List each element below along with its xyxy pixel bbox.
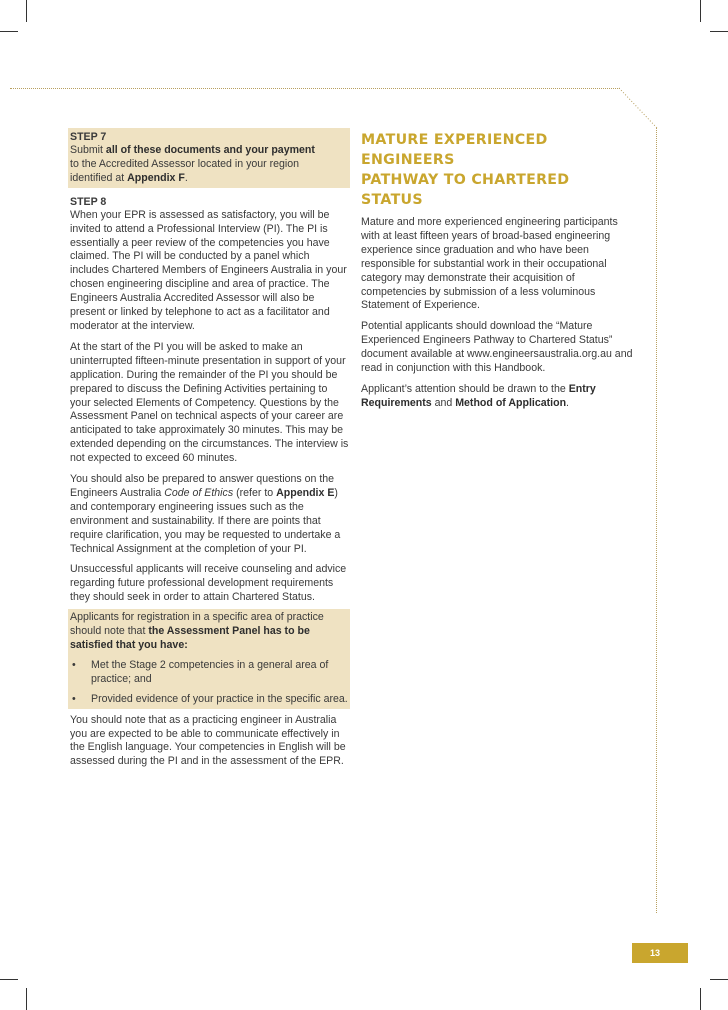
step7-text — [70, 144, 348, 186]
crop-mark — [26, 988, 27, 1010]
step8-paragraph-2: At the start of the PI you will be asked to make an uninterrupted fifteen-minute presentation in support of your application. During the remainder of the PI you should be prepared to discuss the Defining Activities pertaining to your selected Elements of Competency. Questions by the Assessment Panel on technical aspects of your career are anticipated to take approximately 30 minutes. This may be extended depending on the circumstances. The interview is not expected to exceed 60 minutes. — [70, 340, 349, 465]
crop-mark — [26, 0, 27, 22]
specific-area-intro — [70, 611, 348, 653]
crop-mark — [710, 979, 728, 980]
text-part: ) and contemporary engineering issues such as the environment and sustainability. If there are points that require clarification, you may be requested to undertake a Technical Assignment at the completion of your PI. — [70, 486, 341, 555]
frame-corner — [618, 86, 660, 130]
text-part: You should also be prepared to answer questions on the Engineers Australia — [70, 473, 335, 499]
step7-block — [68, 128, 350, 188]
bullet-icon: • — [72, 658, 76, 671]
step8-paragraph-3 — [70, 473, 350, 556]
method-of-application-ref: Method of Application — [455, 396, 567, 409]
step7-bold: all of these documents and your payment — [105, 144, 315, 156]
code-of-ethics-ref: Code of Ethics — [164, 486, 234, 499]
text-part: (refer to — [233, 486, 277, 499]
text-part: Applicant’s attention should be drawn to the — [361, 382, 569, 395]
step8-paragraph-1: When your EPR is assessed as satisfactory, you will be invited to attend a Professional Interview (PI). The PI is essentially a peer review of the competencies you have claimed. The PI will be conducted by a panel which includes Chartered Members of Engineers Australia in your chosen engineering discipline and area of practice. The Engineers Australia Accredited Assessor will also be present or linked by telephone to act as a facilitator and moderator at the interview. — [70, 208, 347, 332]
left-column — [70, 128, 350, 769]
bullet-icon: • — [72, 692, 76, 705]
crop-mark — [0, 31, 18, 32]
section-heading — [361, 130, 633, 210]
text-part: Applicants for registration in a specific area of practice should note that — [70, 611, 324, 638]
appendix-f-ref: Appendix F — [127, 171, 185, 184]
heading-line: PATHWAY TO CHARTERED STATUS — [361, 172, 570, 208]
specific-area-list — [70, 659, 348, 707]
mature-paragraph-2: Potential applicants should download the “Mature Experienced Engineers Pathway to Chartered Status” document available at www.engineersaustralia.org.au and read in conjunction with this Handbook. — [361, 320, 633, 375]
text-part: . — [566, 396, 569, 409]
step7-text-part: Submit — [70, 144, 106, 156]
mature-paragraph-3 — [361, 383, 633, 411]
page-number: 13 — [632, 943, 688, 963]
english-paragraph: You should note that as a practicing engineer in Australia you are expected to be able to communicate effectively in the English language. Your competencies in English will be assessed during the PI and in the assessment of the EPR. — [70, 713, 346, 768]
step7-label: STEP 7 — [70, 131, 107, 143]
assessment-panel-bold: the Assessment Panel has to be satisfied that you have: — [70, 625, 310, 651]
text-part: and — [431, 396, 456, 409]
step7-text-part: . — [184, 171, 188, 184]
crop-mark — [0, 979, 18, 980]
crop-mark — [700, 0, 701, 22]
list-item-text: Provided evidence of your practice in the specific area. — [91, 692, 348, 705]
right-column — [361, 130, 633, 411]
crop-mark — [710, 31, 728, 32]
step7-text-part: to the Accredited Assessor located in your region — [70, 157, 300, 170]
frame-line-top — [10, 88, 620, 89]
step7-text-part: identified at — [70, 171, 128, 184]
frame-line-right — [656, 128, 657, 913]
specific-area-block — [68, 609, 350, 708]
step8-label: STEP 8 — [70, 195, 107, 208]
step8-paragraph-4: Unsuccessful applicants will receive counseling and advice regarding future professional development requirements they should seek in order to attain Chartered Status. — [70, 563, 347, 604]
list-item-text: Met the Stage 2 competencies in a general area of practice; and — [91, 658, 329, 685]
list-item — [70, 659, 348, 687]
mature-paragraph-1: Mature and more experienced engineering participants with at least fifteen years of broad-based engineering experience since graduation and who have been responsible for substantial work in their occupational category may demonstrate their acquisition of competencies by submission of a less voluminous Statement of Experience. — [361, 216, 618, 312]
heading-line: MATURE EXPERIENCED ENGINEERS — [361, 132, 548, 168]
appendix-e-ref: Appendix E — [276, 486, 335, 499]
list-item — [70, 693, 348, 707]
crop-mark — [700, 988, 701, 1010]
entry-requirements-ref: Entry Requirements — [361, 382, 596, 409]
